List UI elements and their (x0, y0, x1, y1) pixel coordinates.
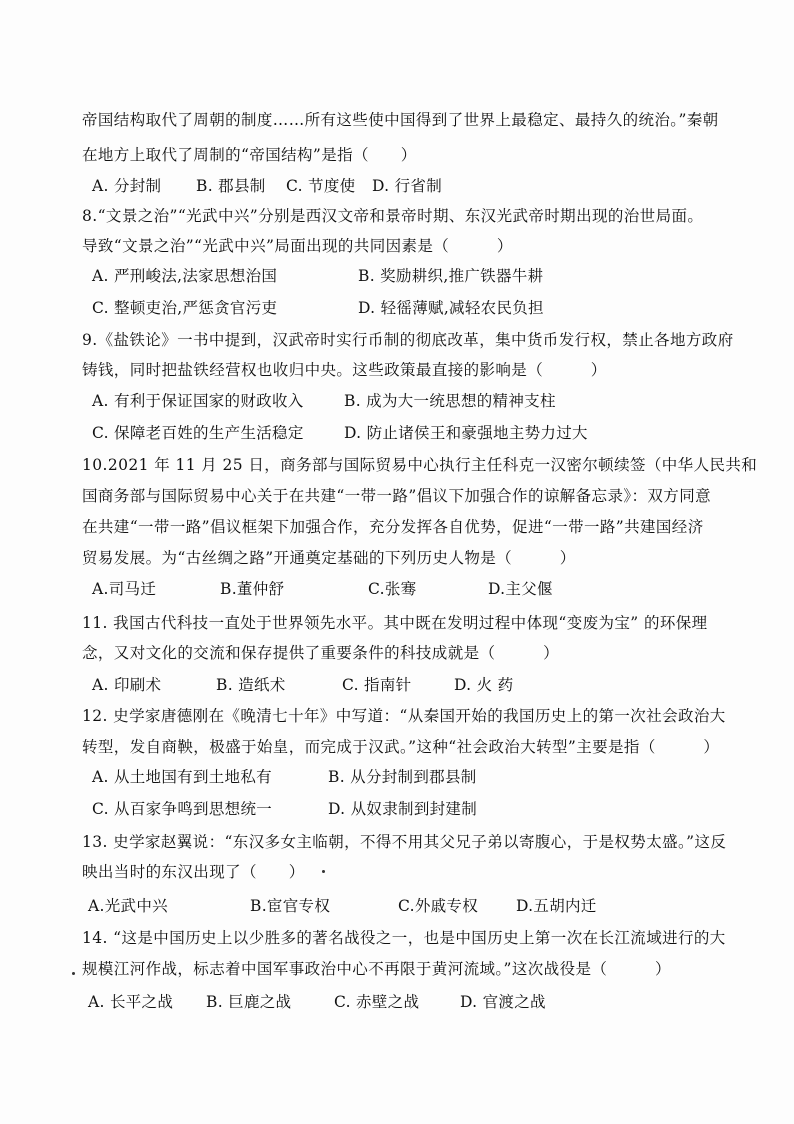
q10-option-c: C.张骞 (368, 580, 417, 598)
q12-option-b: B. 从分封制到郡县制 (328, 768, 477, 786)
q11-stem-line2: 念，又对文化的交流和保存提供了重要条件的科技成就是（ ） (82, 644, 560, 662)
q7-option-a: A. 分封制 (92, 177, 162, 195)
q13-stem-line2: 映出当时的东汉出现了（ ） (82, 863, 305, 881)
q8-option-a: A. 严刑峻法,法家思想治国 (92, 267, 278, 285)
q14-option-b: B. 巨鹿之战 (206, 993, 292, 1011)
q12-stem-line1: 12. 史学家唐德刚在《晚清七十年》中写道：“从秦国开始的我国历史上的第一次社会政治大 (82, 707, 726, 725)
q11-option-a: A. 印刷术 (92, 676, 162, 694)
q12-option-d: D. 从奴隶制到封建制 (328, 800, 478, 818)
q10-option-d: D.主父偃 (488, 580, 553, 598)
q11-option-b: B. 造纸术 (216, 676, 286, 694)
q7-option-b: B. 郡县制 (196, 177, 266, 195)
q13-option-b: B.宦官专权 (250, 897, 331, 915)
scan-speck (322, 870, 325, 873)
q11-option-d: D. 火 药 (454, 676, 514, 694)
q7-option-d: D. 行省制 (372, 177, 443, 195)
q9-option-c: C. 保障老百姓的生产生活稳定 (92, 424, 304, 442)
q9-stem-line1: 9.《盐铁论》一书中提到，汉武帝时实行币制的彻底改革，集中货币发行权，禁止各地方政府 (82, 331, 734, 349)
q13-option-d: D.五胡内迁 (516, 897, 597, 915)
q10-stem-line4: 贸易发展。为“古丝绸之路”开通奠定基础的下列历史人物是（ ） (82, 549, 576, 567)
q10-option-a: A.司马迁 (92, 580, 157, 598)
q9-option-b: B. 成为大一统思想的精神支柱 (344, 392, 556, 410)
scan-speck (72, 972, 75, 975)
q13-option-c: C.外戚专权 (398, 897, 479, 915)
q9-option-a: A. 有利于保证国家的财政收入 (92, 392, 304, 410)
q12-option-a: A. 从土地国有到土地私有 (92, 768, 272, 786)
q10-stem-line1: 10.2021 年 11 月 25 日，商务部与国际贸易中心执行主任科克一汉密尔顿续签（中华人民共和 (82, 456, 758, 474)
q8-stem-line2: 导致“文景之治”“光武中兴”局面出现的共同因素是（ ） (82, 237, 513, 255)
q7-option-c: C. 节度使 (286, 177, 356, 195)
q10-stem-line2: 国商务部与国际贸易中心关于在共建“一带一路”倡议下加强合作的谅解备忘录》：双方同意 (82, 487, 712, 505)
q9-stem-line2: 铸钱，同时把盐铁经营权也收归中央。这些政策最直接的影响是（ ） (82, 361, 607, 379)
q9-option-d: D. 防止诸侯王和豪强地主势力过大 (344, 424, 588, 442)
q13-option-a: A.光武中兴 (88, 897, 168, 915)
q7-stem-line2: 在地方上取代了周制的“帝国结构”是指（ ） (82, 146, 417, 164)
q14-option-d: D. 官渡之战 (460, 993, 546, 1011)
q13-stem-line1: 13. 史学家赵翼说：“东汉多女主临朝，不得不用其父兄子弟以寄腹心，于是权势太盛。”这反 (82, 833, 727, 851)
q11-stem-line1: 11. 我国古代科技一直处于世界领先水平。其中既在发明过程中体现“变废为宝” 的环保理 (82, 614, 708, 632)
q10-option-b: B.董仲舒 (220, 580, 285, 598)
q12-option-c: C. 从百家争鸣到思想统一 (92, 800, 273, 818)
q14-option-a: A. 长平之战 (88, 993, 174, 1011)
q7-stem-line1: 帝国结构取代了周朝的制度……所有这些使中国得到了世界上最稳定、最持久的统治。”秦朝 (82, 111, 719, 129)
q14-stem-line2: 规模江河作战，标志着中国军事政治中心不再限于黄河流域。”这次战役是（ ） (82, 960, 671, 978)
q8-stem-line1: 8.“文景之治”“光武中兴”分别是西汉文帝和景帝时期、东汉光武帝时期出现的治世局面。 (82, 207, 704, 225)
q8-option-b: B. 奖励耕织,推广铁器牛耕 (358, 267, 544, 285)
q14-stem-line1: 14. “这是中国历史上以少胜多的著名战役之一，也是中国历史上第一次在长江流域进行的大 (82, 929, 726, 947)
q8-option-c: C. 整顿吏治,严惩贪官污吏 (92, 299, 278, 317)
q14-option-c: C. 赤壁之战 (334, 993, 420, 1011)
q8-option-d: D. 轻徭薄赋,减轻农民负担 (358, 299, 544, 317)
q10-stem-line3: 在共建“一带一路”倡议框架下加强合作，充分发挥各自优势，促进“一带一路”共建国经济 (82, 518, 704, 536)
q11-option-c: C. 指南针 (342, 676, 412, 694)
q12-stem-line2: 转型，发自商鞅，极盛于始皇，而完成于汉武。”这种“社会政治大转型”主要是指（ ） (82, 738, 720, 756)
